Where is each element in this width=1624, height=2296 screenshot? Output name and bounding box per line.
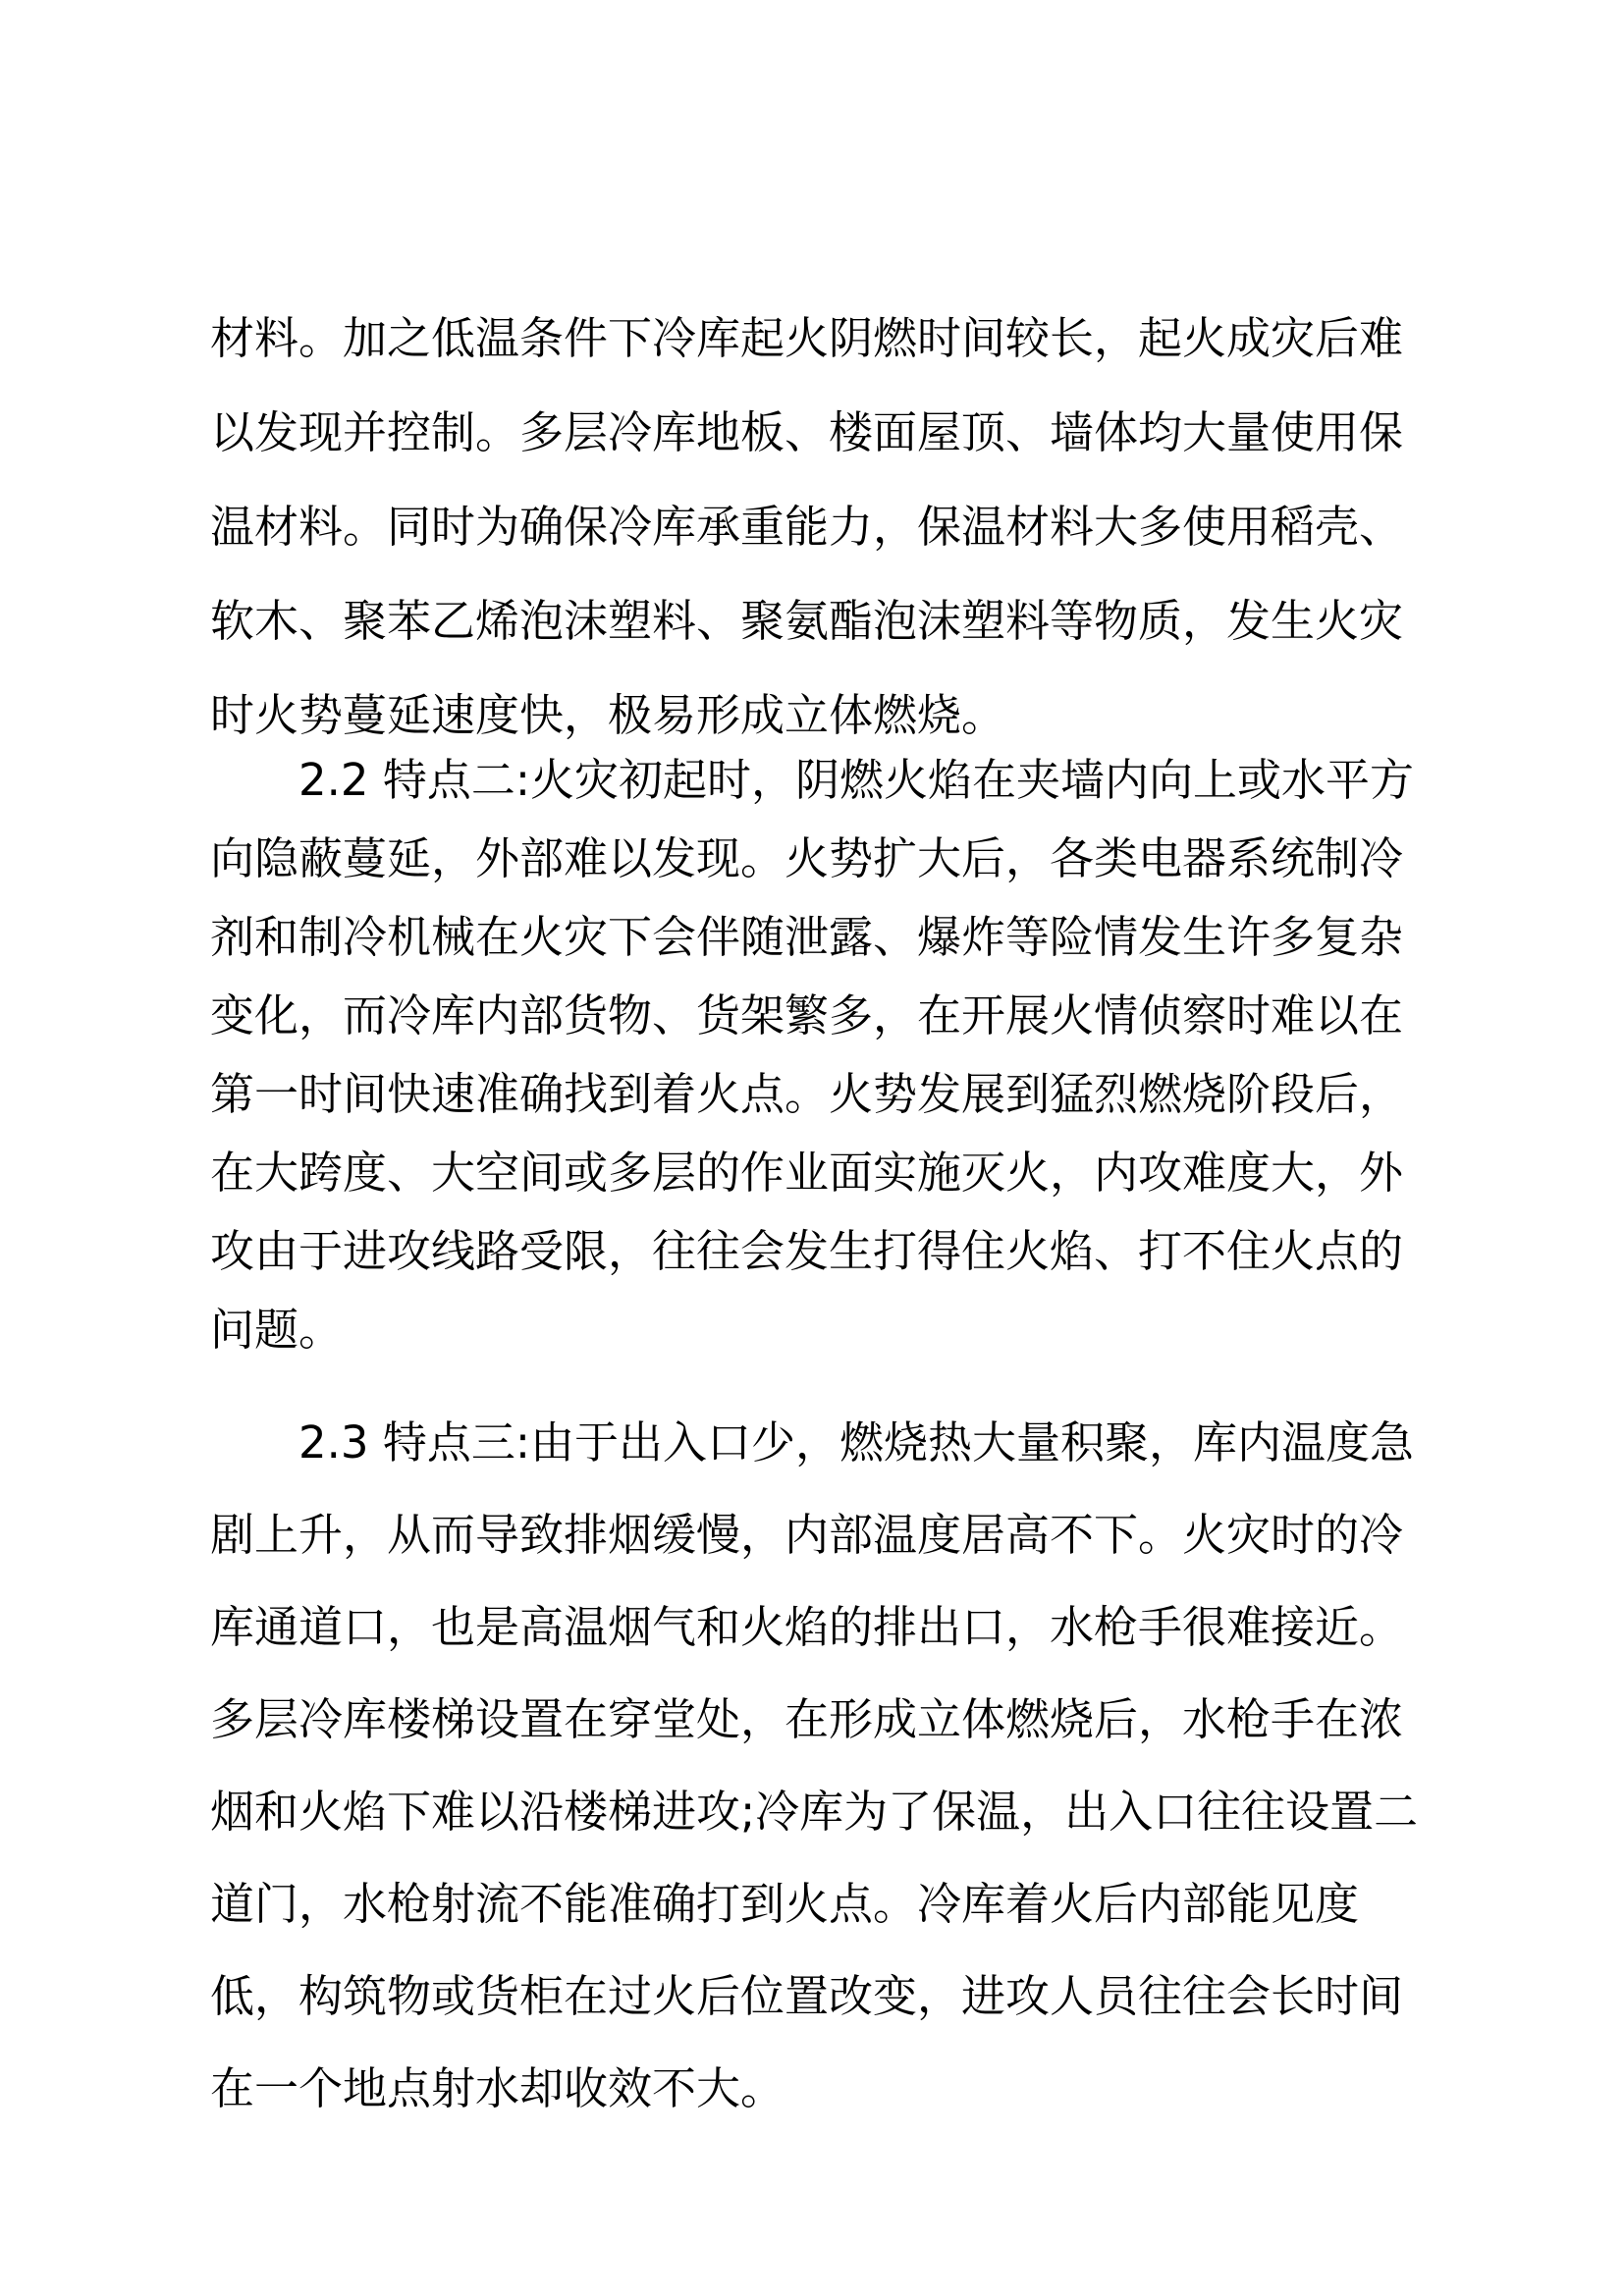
text-line: 在大跨度、大空间或多层的作业面实施灭火，内攻难度大，外 bbox=[210, 1147, 1404, 1199]
text-line: 攻由于进攻线路受限，往往会发生打得住火焰、打不住火点的 bbox=[210, 1225, 1404, 1277]
text-line: 剧上升，从而导致排烟缓慢，内部温度居高不下。火灾时的冷 bbox=[210, 1509, 1404, 1561]
text-line: 多层冷库楼梯设置在穿堂处，在形成立体燃烧后，水枪手在浓 bbox=[210, 1693, 1404, 1745]
text-line: 在一个地点射水却收效不大。 bbox=[210, 2062, 785, 2114]
text-line: 温材料。同时为确保冷库承重能力，保温材料大多使用稻壳、 bbox=[210, 501, 1404, 553]
section-2-2-first-line: 2.2 特点二:火灾初起时，阴燃火焰在夹墙内向上或水平方 bbox=[298, 754, 1415, 806]
text-line: 第一时间快速准确找到着火点。火势发展到猛烈燃烧阶段后， bbox=[210, 1068, 1404, 1120]
text-line: 剂和制冷机械在火灾下会伴随泄露、爆炸等险情发生许多复杂 bbox=[210, 911, 1404, 963]
text-line: 库通道口，也是高温烟气和火焰的排出口，水枪手很难接近。 bbox=[210, 1601, 1404, 1653]
text-line: 以发现并控制。多层冷库地板、楼面屋顶、墙体均大量使用保 bbox=[210, 406, 1404, 458]
text-line: 材料。加之低温条件下冷库起火阴燃时间较长，起火成灾后难 bbox=[210, 312, 1404, 364]
text-line: 道门，水枪射流不能准确打到火点。冷库着火后内部能见度 bbox=[210, 1878, 1360, 1930]
text-line: 烟和火焰下难以沿楼梯进攻;冷库为了保温，出入口往往设置二 bbox=[210, 1786, 1419, 1838]
section-2-3-first-line: 2.3 特点三:由于出入口少，燃烧热大量积聚，库内温度急 bbox=[298, 1416, 1415, 1468]
text-line: 低，构筑物或货柜在过火后位置改变，进攻人员往往会长时间 bbox=[210, 1970, 1404, 2022]
text-line: 向隐蔽蔓延，外部难以发现。火势扩大后，各类电器系统制冷 bbox=[210, 832, 1404, 884]
text-line: 时火势蔓延速度快，极易形成立体燃烧。 bbox=[210, 689, 1006, 741]
text-line: 问题。 bbox=[210, 1304, 344, 1356]
text-line: 软木、聚苯乙烯泡沫塑料、聚氨酯泡沫塑料等物质，发生火灾 bbox=[210, 595, 1404, 647]
text-line: 变化，而冷库内部货物、货架繁多，在开展火情侦察时难以在 bbox=[210, 989, 1404, 1041]
